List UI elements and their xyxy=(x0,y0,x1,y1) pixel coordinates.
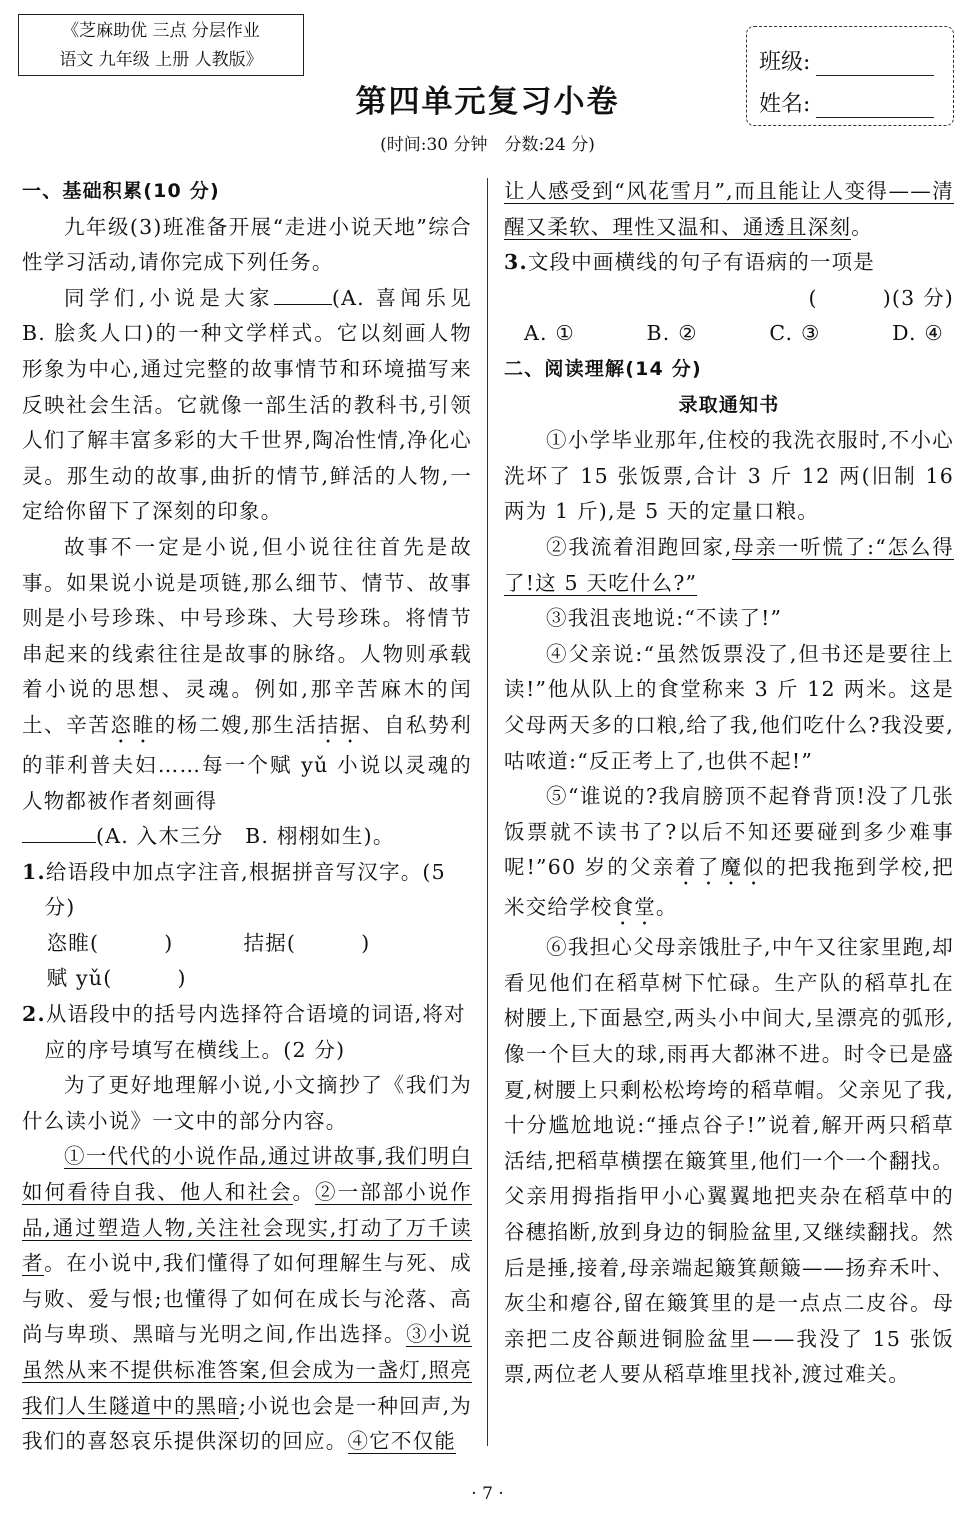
column-divider xyxy=(487,178,488,1446)
class-label: 班级: xyxy=(759,50,811,75)
choice-a[interactable]: A. ① xyxy=(524,321,576,346)
question-2-text: 从语段中的括号内选择符合语境的词语,将对应的序号填写在横线上。(2 分) xyxy=(44,1002,466,1062)
question-3-choices xyxy=(504,316,954,352)
section-2-heading: 二、阅读理解(14 分) xyxy=(504,357,702,380)
series-line-2: 语文 九年级 上册 人教版》 xyxy=(59,50,263,70)
left-column xyxy=(22,174,494,1460)
article-p5-text-c: 。 xyxy=(655,895,678,920)
dotted-phrase-zhaomo: 着了魔似 xyxy=(675,855,766,880)
intro-paragraph: 九年级(3)班准备开展“走进小说天地”综合性学习活动,请你完成下列任务。 xyxy=(22,214,472,275)
page-title: 第四单元复习小卷 xyxy=(355,84,620,120)
underlined-sentence-4-end: 让人感受到“风花雪月”,而且能让人变得——清醒又柔软、理性又温和、通透且深刻 xyxy=(504,179,954,239)
p2-text-b: 的杨二嫂,那生活 xyxy=(154,712,318,737)
article-paragraph-5 xyxy=(504,779,954,930)
question-3-text: 文段中画横线的句子有语病的一项是 xyxy=(527,250,876,275)
article-underlined-sentence: 母亲一听慌了:“怎么得了!这 5 天吃什么?” xyxy=(504,534,954,595)
name-label: 姓名: xyxy=(759,92,811,117)
class-blank[interactable] xyxy=(816,51,934,76)
article-p5-text-a: ⑤“谁说的?我肩膀顶不起脊背顶!没了几张饭票就不读书了?以后不知还要碰到多少难事呢!”60 岁的父亲 xyxy=(504,784,954,880)
underlined-sentence-4-start: ④它不仅能 xyxy=(347,1429,456,1454)
p2-text-a: 故事不一定是小说,但小说往往首先是故事。如果说小说是项链,那么细节、情节、故事则是小号珍珠、中号珍珠、大号珍珠。将情节串起来的线索往往是故事的脉络。人物则承载着小说的思想、灵魂。例如,那辛苦麻木的闰土、辛苦 xyxy=(22,534,472,737)
article-paragraph-2 xyxy=(504,530,954,601)
question-1-fill-row-1 xyxy=(22,926,472,962)
article-p5-text-b: 的把我拖到学校,把米交给学校 xyxy=(504,855,954,920)
question-1-text: 给语段中加点字注音,根据拼音写汉字。(5 分) xyxy=(44,859,446,920)
dotted-word-zisui: 恣睢 xyxy=(110,712,155,737)
article-p2-text: ②我流着泪跑回家, xyxy=(546,534,733,559)
page-subtitle: (时间:30 分钟 分数:24 分) xyxy=(380,135,595,155)
question-2 xyxy=(22,997,472,1068)
question-2-number: 2. xyxy=(22,1002,46,1027)
dotted-word-jieju: 拮据 xyxy=(317,712,362,737)
excerpt-text-1: 。 xyxy=(292,1180,316,1205)
choice-b[interactable]: B. ② xyxy=(646,321,698,346)
series-line-1: 《芝麻助优 三点 分层作业 xyxy=(62,21,260,41)
question-1-number: 1. xyxy=(22,859,46,884)
answer-blank-1[interactable] xyxy=(274,284,332,305)
underlined-sentence-1: ①一代代的小说作品,通过讲故事,我们明白如何看待自我、他人和社会 xyxy=(22,1144,472,1205)
paragraph-2 xyxy=(22,530,472,855)
excerpt-continued xyxy=(504,174,954,245)
choice-d[interactable]: D. ④ xyxy=(892,321,944,346)
article-paragraph-1: ①小学毕业那年,住校的我洗衣服时,不小心洗坏了 15 张饭票,合计 3 斤 12 两(旧制 16 两为 1 斤),是 5 天的定量口粮。 xyxy=(504,428,954,524)
p2-text-d: (A. 入木三分 B. 栩栩如生)。 xyxy=(96,824,395,849)
article-paragraph-6: ⑥我担心父母亲饿肚子,中午又往家里跑,却看见他们在稻草树下忙碌。生产队的稻草扎在树腰上,下面悬空,两头小中间大,呈漂亮的弧形,像一个巨大的球,雨再大都淋不进。时令已是盛夏,树腰上只剩松松垮垮的稻草帽。父亲见了我,十分尴尬地说:“捶点谷子!”说着,解开两只稻草活结,把稻草横摆在簸箕里,他们一个一个翻找。父亲用拇指指甲小心翼翼地把夹杂在稻草中的谷穗掐断,放到身边的铜脸盆里,又继续翻找。然后是捶,接着,母亲端起簸箕颠簸——扬弃禾叶、灰尘和瘪谷,留在簸箕里的是一点点二皮谷。母亲把二皮谷颠进铜脸盆里——我没了 15 张饭票,两位老人要从稻草堆里找补,渡过难关。 xyxy=(504,935,954,1387)
page-number: · 7 · xyxy=(471,1484,504,1504)
article-paragraph-4: ④父亲说:“虽然饭票没了,但书还是要往上读!”他从队上的食堂称来 3 斤 12 两米。这是父母两天多的口粮,给了我,他们吃什么?我没要,咕哝道:“反正考上了,也供不起!” xyxy=(504,641,954,773)
excerpt-end: 。 xyxy=(851,214,873,239)
excerpt-text-3: ;小说也会是一种回声,为我们的喜怒哀乐提供深切的回应。 xyxy=(22,1393,473,1454)
section-1-heading: 一、基础积累(10 分) xyxy=(22,180,220,202)
dotted-word-shitang: 食堂 xyxy=(612,895,656,920)
question-3 xyxy=(504,245,954,281)
question-3-number: 3. xyxy=(504,250,528,275)
p1-text-a: 同学们,小说是大家 xyxy=(64,285,274,310)
article-paragraph-3: ③我沮丧地说:“不读了!” xyxy=(546,606,783,631)
question-1 xyxy=(22,855,472,926)
answer-blank-2[interactable] xyxy=(22,822,96,843)
paragraph-1 xyxy=(22,281,494,530)
paragraph-3: 为了更好地理解小说,小文摘抄了《我们为什么读小说》一文中的部分内容。 xyxy=(22,1073,472,1133)
excerpt-paragraph xyxy=(22,1139,472,1459)
fill-zisui[interactable]: 恣睢( ) xyxy=(46,930,174,955)
series-label xyxy=(18,14,304,76)
excerpt-text-2: 。在小说中,我们懂得了如何理解生与死、成与败、爱与恨;也懂得了如何在成长与沦落、高尚与卑琐、黑暗与光明之间,作出选择。 xyxy=(22,1251,473,1347)
right-column xyxy=(504,174,954,1393)
article-title: 录取通知书 xyxy=(678,393,780,416)
fill-fuyu[interactable]: 赋 yǔ( ) xyxy=(46,966,187,991)
underlined-sentence-3: ③小说虽然从来不提供标准答案,但会成为一盏灯,照亮我们人生隧道中的黑暗 xyxy=(22,1322,472,1418)
class-row xyxy=(759,45,934,76)
question-3-answer-slot[interactable]: ( )(3 分) xyxy=(808,285,954,310)
underlined-sentence-2: ②一部部小说作品,通过塑造人物,关注社会现实,打动了万千读者 xyxy=(22,1180,472,1276)
p1-text-b: (A. 喜闻乐见 B. 脍炙人口)的一种文学样式。它以刻画人物形象为中心,通过完整的故事情节和环境描写来反映社会生活。它就像一部生活的教科书,引领人们了解丰富多彩的大千世界,陶冶性情,净化心灵。那生动的故事,曲折的情节,鲜活的人物,一定给你留下了深刻的印象。 xyxy=(22,285,494,524)
choice-c[interactable]: C. ③ xyxy=(769,321,821,346)
fill-jieju[interactable]: 拮据( ) xyxy=(243,930,371,955)
question-1-fill-row-2 xyxy=(22,961,472,997)
p2-text-c: 、自私势利的菲利普夫妇……每一个赋 yǔ 小说以灵魂的人物都被作者刻画得 xyxy=(22,712,472,813)
